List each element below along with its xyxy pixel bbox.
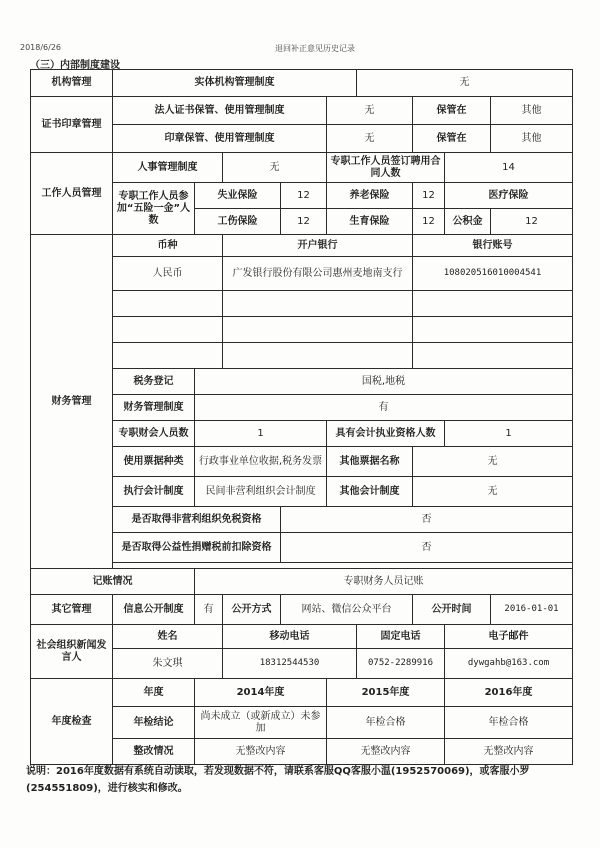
bank-row-account xyxy=(413,343,573,369)
certificate-value: 无 xyxy=(327,97,413,125)
bank-row-bank: 广发银行股份有限公司惠州麦地南支行 xyxy=(223,257,413,291)
rectify-2014: 无整改内容 xyxy=(195,739,327,765)
hr-system-value: 无 xyxy=(223,153,327,183)
tax-exempt-label: 是否取得非营利组织免税资格 xyxy=(113,507,281,533)
section-title: （三）内部制度建设 xyxy=(30,60,120,71)
accounting-system-value: 民间非营利组织会计制度 xyxy=(195,477,327,507)
finance-system-value: 有 xyxy=(195,395,573,421)
housing-fund-value: 12 xyxy=(491,209,573,235)
disclosure-method-value: 网站、微信公众平台 xyxy=(281,595,413,625)
spokesperson-mobile: 18312544530 xyxy=(223,649,357,679)
maternity-label: 生育保险 xyxy=(327,209,413,235)
inspection-result-2014: 尚未成立（或新成立）未参加 xyxy=(195,707,327,739)
bank-header-account: 银行账号 xyxy=(413,235,573,257)
year-label: 年度 xyxy=(113,679,195,707)
spokesperson-header-name: 姓名 xyxy=(113,625,223,649)
bank-row-bank xyxy=(223,343,413,369)
bank-row-currency xyxy=(113,343,223,369)
org-system-value: 无 xyxy=(357,70,573,97)
bank-row-bank xyxy=(223,291,413,317)
page-header-title: 退回补正意见历史记录 xyxy=(275,44,355,53)
housing-fund-label: 公积金 xyxy=(445,209,491,235)
finance-staff-label: 专职财会人员数 xyxy=(113,421,195,447)
contract-staff-label: 专职工作人员签订聘用合同人数 xyxy=(327,153,445,183)
unemployment-value: 12 xyxy=(281,183,327,209)
spokesperson-label: 社会组织新闻发言人 xyxy=(31,625,113,679)
bank-row-account: 108020516010004541 xyxy=(413,257,573,291)
org-system-item: 实体机构管理制度 xyxy=(113,70,357,97)
seal-value: 无 xyxy=(327,125,413,153)
finance-system-label: 财务管理制度 xyxy=(113,395,195,421)
maternity-value: 12 xyxy=(413,209,445,235)
finance-staff-value: 1 xyxy=(195,421,327,447)
bank-row-account xyxy=(413,291,573,317)
inspection-result-2016: 年检合格 xyxy=(445,707,573,739)
tax-registration-value: 国税,地税 xyxy=(195,369,573,395)
other-invoice-label: 其他票据名称 xyxy=(327,447,413,477)
rectify-2015: 无整改内容 xyxy=(327,739,445,765)
seal-item: 印章保管、使用管理制度 xyxy=(113,125,327,153)
year-2015: 2015年度 xyxy=(327,679,445,707)
annual-inspection-label: 年度检查 xyxy=(31,679,113,765)
footnote: 说明：2016年度数据有系统自动读取，若发现数据不符，请联系客服QQ客服小温(1952570069)，或客服小罗(254551809)，进行核实和修改。 xyxy=(26,766,530,794)
finance-label: 财务管理 xyxy=(31,235,113,569)
info-disclosure-value: 有 xyxy=(195,595,223,625)
certificate-item: 法人证书保管、使用管理制度 xyxy=(113,97,327,125)
internal-system-table xyxy=(30,69,573,765)
disclosure-time-label: 公开时间 xyxy=(413,595,491,625)
spokesperson-header-phone: 固定电话 xyxy=(357,625,445,649)
other-invoice-value: 无 xyxy=(413,447,573,477)
bank-row-account xyxy=(413,317,573,343)
invoice-type-value: 行政事业单位收据,税务发票 xyxy=(195,447,327,477)
info-disclosure-label: 信息公开制度 xyxy=(113,595,195,625)
bookkeeping-value: 专职财务人员记账 xyxy=(195,569,573,595)
org-management-label: 机构管理 xyxy=(31,70,113,97)
other-accounting-value: 无 xyxy=(413,477,573,507)
certificate-keeper-label: 保管在 xyxy=(413,97,491,125)
tax-exempt-value: 否 xyxy=(281,507,573,533)
spokesperson-header-mobile: 移动电话 xyxy=(223,625,357,649)
medical-label: 医疗保险 xyxy=(445,183,573,209)
rectify-2016: 无整改内容 xyxy=(445,739,573,765)
contract-staff-value: 14 xyxy=(445,153,573,183)
insurance-label: 专职工作人员参加“五险一金”人数 xyxy=(113,183,195,235)
bank-row-bank xyxy=(223,317,413,343)
print-date: 2018/6/26 xyxy=(20,43,62,52)
bookkeeping-label: 记账情况 xyxy=(31,569,195,595)
injury-value: 12 xyxy=(281,209,327,235)
injury-label: 工伤保险 xyxy=(195,209,281,235)
spokesperson-phone: 0752-2289916 xyxy=(357,649,445,679)
disclosure-method-label: 公开方式 xyxy=(223,595,281,625)
other-management-label: 其它管理 xyxy=(31,595,113,625)
year-2014: 2014年度 xyxy=(195,679,327,707)
disclosure-time-value: 2016-01-01 xyxy=(491,595,573,625)
unemployment-label: 失业保险 xyxy=(195,183,281,209)
year-2016: 2016年度 xyxy=(445,679,573,707)
bank-row-currency xyxy=(113,317,223,343)
spokesperson-name: 朱文琪 xyxy=(113,649,223,679)
spokesperson-email: dywgahb@163.com xyxy=(445,649,573,679)
donation-deduct-label: 是否取得公益性捐赠税前扣除资格 xyxy=(113,533,281,563)
inspection-result-2015: 年检合格 xyxy=(327,707,445,739)
invoice-type-label: 使用票据种类 xyxy=(113,447,195,477)
bank-row-currency: 人民币 xyxy=(113,257,223,291)
spokesperson-header-email: 电子邮件 xyxy=(445,625,573,649)
certificate-seal-label: 证书印章管理 xyxy=(31,97,113,153)
hr-system-label: 人事管理制度 xyxy=(113,153,223,183)
seal-keeper-label: 保管在 xyxy=(413,125,491,153)
other-accounting-label: 其他会计制度 xyxy=(327,477,413,507)
seal-keeper: 其他 xyxy=(491,125,573,153)
inspection-result-label: 年检结论 xyxy=(113,707,195,739)
tax-registration-label: 税务登记 xyxy=(113,369,195,395)
bank-header-bank: 开户银行 xyxy=(223,235,413,257)
staff-management-label: 工作人员管理 xyxy=(31,153,113,235)
bank-row-currency xyxy=(113,291,223,317)
accountant-value: 1 xyxy=(445,421,573,447)
rectify-label: 整改情况 xyxy=(113,739,195,765)
pension-label: 养老保险 xyxy=(327,183,413,209)
bank-header-currency: 币种 xyxy=(113,235,223,257)
donation-deduct-value: 否 xyxy=(281,533,573,563)
accountant-label: 具有会计执业资格人数 xyxy=(327,421,445,447)
certificate-keeper: 其他 xyxy=(491,97,573,125)
accounting-system-label: 执行会计制度 xyxy=(113,477,195,507)
pension-value: 12 xyxy=(413,183,445,209)
